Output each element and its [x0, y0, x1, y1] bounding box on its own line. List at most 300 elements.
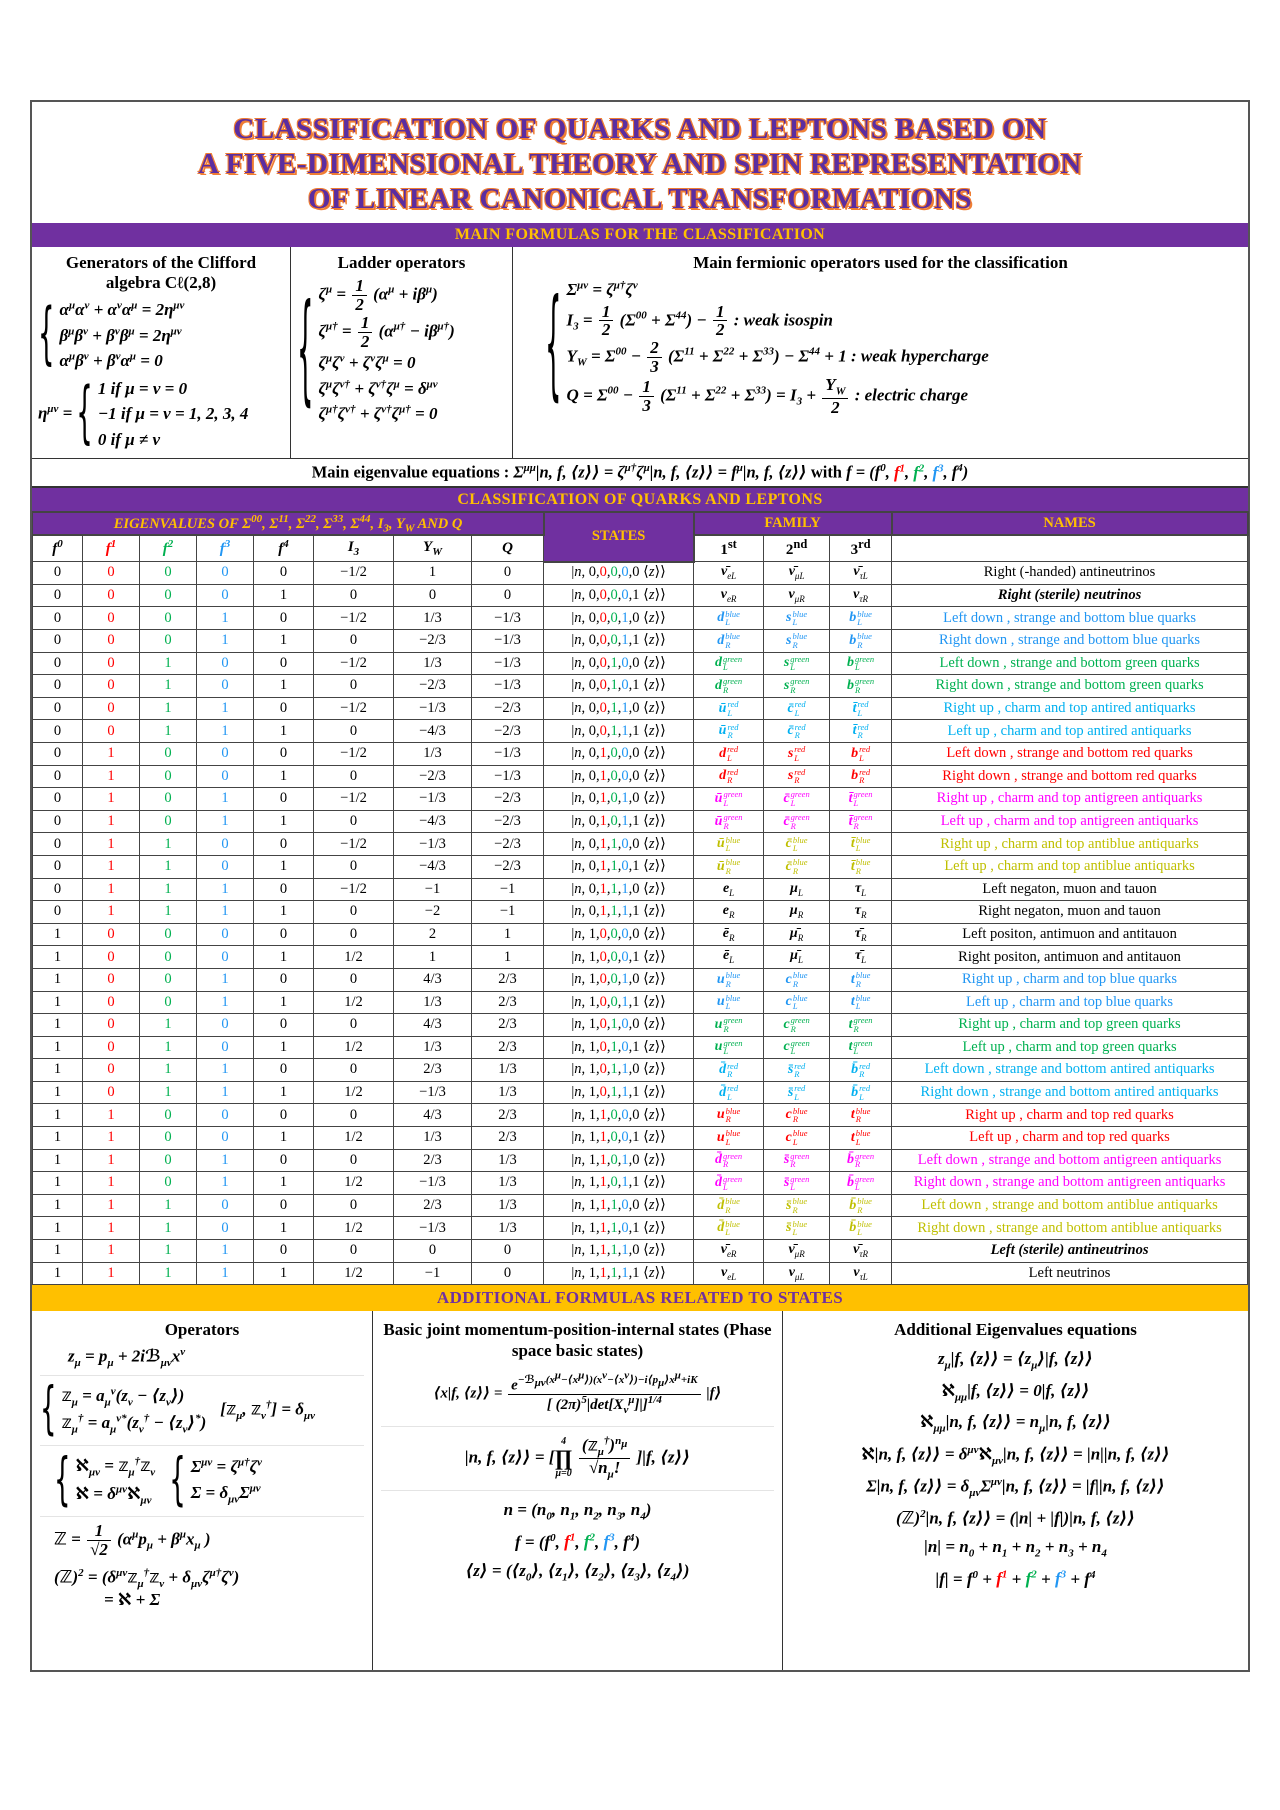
family-cell: t blue L: [830, 991, 892, 1014]
state-cell: |n, 0,1,0,1,1 ⟨z⟩⟩: [544, 810, 694, 833]
states-header: STATES: [544, 512, 694, 562]
table-row: [33, 923, 1248, 946]
state-cell: |n, 0,1,1,1,0 ⟨z⟩⟩: [544, 878, 694, 901]
yw-cell: 1/3: [394, 1036, 472, 1059]
q-cell: 2/3: [472, 968, 544, 991]
f-cell: 0: [197, 1014, 254, 1037]
f-cell: 0: [83, 675, 140, 698]
f-cell: 1: [197, 1149, 254, 1172]
family-cell: $\nū_{\mu R}$: [764, 1240, 830, 1263]
q-cell: 1/3: [472, 1059, 544, 1082]
col-header-5: $I_3$: [314, 535, 394, 562]
family-col-header-1: 1st: [694, 535, 764, 562]
f-cell: 1: [197, 697, 254, 720]
name-cell: Right up , charm and top antiblue antiquarks: [892, 833, 1248, 856]
i3-cell: 0: [314, 855, 394, 878]
poster-sheet: [30, 100, 1250, 1672]
f-cell: 1: [140, 1262, 197, 1285]
additional-eq-7: $|n| = n_0 + n_1 + n_2 + n_3 + n_4$: [924, 1537, 1107, 1560]
table-row: [33, 1172, 1248, 1195]
family-cell: ū green R: [694, 810, 764, 833]
state-cell: |n, 1,0,0,0,0 ⟨z⟩⟩: [544, 923, 694, 946]
f-cell: 0: [140, 1172, 197, 1195]
name-cell: Left (sterile) antineutrinos: [892, 1240, 1248, 1263]
family-cell: t green L: [830, 1036, 892, 1059]
f-cell: 1: [33, 1081, 83, 1104]
q-cell: −2/3: [472, 788, 544, 811]
table-row: [33, 991, 1248, 1014]
family-cell: s red L: [764, 742, 830, 765]
family-cell: c̄ blue R: [764, 855, 830, 878]
f-cell: 0: [140, 765, 197, 788]
f-cell: 1: [33, 968, 83, 991]
i3-cell: 1/2: [314, 1081, 394, 1104]
i3-cell: −1/2: [314, 833, 394, 856]
q-cell: 0: [472, 1240, 544, 1263]
yw-cell: −1/3: [394, 1172, 472, 1195]
op-zz-squared-2: = ℵ + Σ: [104, 1589, 161, 1609]
family-cell: $\nu_{eR}$: [694, 584, 764, 607]
family-cell: b̄ green R: [830, 1149, 892, 1172]
f-cell: 1: [83, 810, 140, 833]
f-cell: 0: [140, 946, 197, 969]
family-cell: d̄ green R: [694, 1149, 764, 1172]
f-cell: 1: [140, 855, 197, 878]
state-cell: |n, 1,1,1,1,0 ⟨z⟩⟩: [544, 1240, 694, 1263]
f-cell: 0: [197, 562, 254, 585]
family-cell: $\nū_{\tau L}$: [830, 562, 892, 585]
left-brace: {: [297, 282, 314, 421]
family-cell: $\nu_{eL}$: [694, 1262, 764, 1285]
yw-cell: −2/3: [394, 630, 472, 653]
family-cell: b̄ red R: [830, 1059, 892, 1082]
f-cell: 0: [33, 742, 83, 765]
q-cell: 0: [472, 562, 544, 585]
table-row: [33, 562, 1248, 585]
family-cell: s green L: [764, 652, 830, 675]
yw-cell: 2/3: [394, 1059, 472, 1082]
i3-cell: 1/2: [314, 1217, 394, 1240]
family-cell: b̄ green L: [830, 1172, 892, 1195]
op-z-def: $z_\mu = p_\mu$ + $2iℬ_{\mu\nu}x^\nu$: [68, 1346, 186, 1370]
i3-cell: −1/2: [314, 607, 394, 630]
additional-eq-3: ℵ$_{\mu\mu}$|n, f, ⟨z⟩⟩ = $n_\mu|n$, f, ⟨z⟩⟩: [919, 1412, 1112, 1435]
f-cell: 0: [83, 562, 140, 585]
family-cell: s red R: [764, 765, 830, 788]
f-cell: 1: [33, 946, 83, 969]
left-brace: {: [76, 374, 93, 453]
family-cell: ū blue R: [694, 855, 764, 878]
i3-cell: 0: [314, 1104, 394, 1127]
yw-cell: 1/3: [394, 742, 472, 765]
name-cell: Right negaton, muon and tauon: [892, 901, 1248, 924]
name-cell: Right down , strange and bottom antired antiquarks: [892, 1081, 1248, 1104]
family-cell: $\mū_R$: [764, 923, 830, 946]
q-cell: 1/3: [472, 1081, 544, 1104]
q-cell: 0: [472, 1262, 544, 1285]
f-cell: 0: [254, 968, 314, 991]
f-cell: 1: [140, 1014, 197, 1037]
f-cell: 1: [254, 584, 314, 607]
i3-cell: 0: [314, 1059, 394, 1082]
f-cell: 1: [33, 1149, 83, 1172]
f-cell: 1: [83, 878, 140, 901]
name-cell: Left down , strange and bottom blue quarks: [892, 607, 1248, 630]
family-cell: $\tau_R$: [830, 901, 892, 924]
left-brace: {: [38, 296, 55, 375]
f-cell: 0: [140, 991, 197, 1014]
name-cell: Right up , charm and top antired antiquarks: [892, 697, 1248, 720]
i3-cell: 0: [314, 630, 394, 653]
f-cell: 0: [83, 1036, 140, 1059]
i3-cell: 0: [314, 720, 394, 743]
f-cell: 1: [197, 1240, 254, 1263]
left-brace: {: [545, 277, 562, 416]
f-cell: 0: [83, 630, 140, 653]
ladder-title: Ladder operators: [337, 253, 466, 272]
f-cell: 1: [83, 765, 140, 788]
family-cell: t̄ red R: [830, 720, 892, 743]
i3-cell: 1/2: [314, 991, 394, 1014]
col-header-0: $f^0$: [33, 535, 83, 562]
f-cell: 1: [254, 1262, 314, 1285]
table-row: [33, 878, 1248, 901]
f-cell: 1: [254, 720, 314, 743]
f-cell: 0: [197, 923, 254, 946]
table-row: [33, 1240, 1248, 1263]
q-cell: −2/3: [472, 810, 544, 833]
f-cell: 0: [254, 1104, 314, 1127]
f-cell: 1: [254, 1217, 314, 1240]
name-cell: Right (sterile) neutrinos: [892, 584, 1248, 607]
basic-states-title: Basic joint momentum-position-internal states (Phase space basic states): [383, 1320, 772, 1361]
family-cell: s̄ blue L: [764, 1217, 830, 1240]
f-cell: 1: [33, 1194, 83, 1217]
op-annihilation: { 𝕫$_\mu$ = $a_\mu^\nu(z_\nu$ − $⟨z_\nu⟩$) 𝕫$_\mu$† = $a_\mu^{\nu*}(z_\nu^\dagger$ − $⟨z_\nu⟩^*$) [𝕫$_\mu$, 𝕫$_\nu$†] = $\delta_{\mu\nu}$: [40, 1377, 315, 1444]
state-cell: |n, 1,1,1,1,1 ⟨z⟩⟩: [544, 1262, 694, 1285]
q-cell: 2/3: [472, 1014, 544, 1037]
f-cell: 1: [33, 1036, 83, 1059]
table-header-row-1: [33, 512, 1248, 535]
i3-cell: 0: [314, 1014, 394, 1037]
state-cell: |n, 1,1,0,0,1 ⟨z⟩⟩: [544, 1127, 694, 1150]
f-cell: 0: [197, 1104, 254, 1127]
f-cell: 0: [254, 697, 314, 720]
family-cell: c green L: [764, 1036, 830, 1059]
family-cell: d green L: [694, 652, 764, 675]
state-cell: |n, 0,1,0,0,0 ⟨z⟩⟩: [544, 742, 694, 765]
f-cell: 1: [83, 901, 140, 924]
family-cell: u blue L: [694, 1127, 764, 1150]
i3-cell: 1/2: [314, 1172, 394, 1195]
f-cell: 1: [33, 1240, 83, 1263]
fermionic-title: Main fermionic operators used for the classification: [693, 253, 1068, 272]
f-cell: 1: [254, 1127, 314, 1150]
f-cell: 0: [254, 652, 314, 675]
f-cell: 1: [197, 810, 254, 833]
family-cell: s̄ green R: [764, 1149, 830, 1172]
family-cell: $\nu_{\mu R}$: [764, 584, 830, 607]
table-row: [33, 855, 1248, 878]
f-cell: 1: [83, 1194, 140, 1217]
q-cell: 1: [472, 923, 544, 946]
f-cell: 0: [33, 697, 83, 720]
f-cell: 1: [254, 630, 314, 653]
f-cell: 1: [197, 788, 254, 811]
q-cell: 2/3: [472, 1127, 544, 1150]
state-cell: |n, 1,1,1,0,0 ⟨z⟩⟩: [544, 1194, 694, 1217]
table-row: [33, 1262, 1248, 1285]
f-cell: 1: [33, 1127, 83, 1150]
state-cell: |n, 1,0,0,1,0 ⟨z⟩⟩: [544, 968, 694, 991]
i3-cell: 1/2: [314, 946, 394, 969]
yw-cell: 0: [394, 1240, 472, 1263]
f-cell: 0: [33, 720, 83, 743]
f-cell: 1: [83, 1240, 140, 1263]
f-cell: 0: [33, 607, 83, 630]
f-cell: 0: [33, 788, 83, 811]
title-line-3: OF LINEAR CANONICAL TRANSFORMATIONS: [308, 183, 972, 215]
family-cell: $e_R$: [694, 901, 764, 924]
name-cell: Right up , charm and top antigreen antiquarks: [892, 788, 1248, 811]
operators-title: Operators: [164, 1320, 240, 1340]
state-cell: |n, 1,0,0,0,1 ⟨z⟩⟩: [544, 946, 694, 969]
family-cell: c blue R: [764, 1104, 830, 1127]
f-cell: 1: [140, 1081, 197, 1104]
family-cell: b green R: [830, 675, 892, 698]
q-cell: −1/3: [472, 675, 544, 698]
name-cell: Right down , strange and bottom red quarks: [892, 765, 1248, 788]
f-cell: 0: [140, 584, 197, 607]
f-cell: 0: [140, 968, 197, 991]
family-cell: d̄ red L: [694, 1081, 764, 1104]
family-cell: b̄ red L: [830, 1081, 892, 1104]
f-cell: 0: [197, 855, 254, 878]
f-cell: 0: [140, 810, 197, 833]
q-cell: −1/3: [472, 652, 544, 675]
q-cell: 2/3: [472, 1104, 544, 1127]
f-cell: 1: [83, 855, 140, 878]
name-cell: Left up , charm and top antiblue antiquarks: [892, 855, 1248, 878]
yw-cell: −1/3: [394, 697, 472, 720]
f-cell: 1: [254, 991, 314, 1014]
yw-cell: −1/3: [394, 833, 472, 856]
f-cell: 0: [83, 1081, 140, 1104]
banner-main-formulas: MAIN FORMULAS FOR THE CLASSIFICATION: [32, 223, 1248, 247]
family-cell: $\mu_L$: [764, 878, 830, 901]
family-cell: u blue R: [694, 968, 764, 991]
additional-eigen-title: Additional Eigenvalues equations: [894, 1320, 1137, 1340]
family-cell: c̄ red R: [764, 720, 830, 743]
f-cell: 1: [254, 1081, 314, 1104]
f-cell: 1: [140, 720, 197, 743]
q-cell: −2/3: [472, 855, 544, 878]
f-cell: 0: [83, 991, 140, 1014]
i3-cell: −1/2: [314, 878, 394, 901]
table-row: [33, 742, 1248, 765]
yw-cell: 1/3: [394, 991, 472, 1014]
family-cell: d red L: [694, 742, 764, 765]
q-cell: 1/3: [472, 1194, 544, 1217]
i3-cell: 0: [314, 1240, 394, 1263]
yw-cell: −2/3: [394, 765, 472, 788]
family-cell: d̄ green L: [694, 1172, 764, 1195]
clifford-relations: { $\alpha^\mu\alpha^\nu + \alpha^\nu\alpha^\mu = 2\eta^{\mu\nu}$ $\beta^\mu\beta^\nu + \beta^\nu\beta^\mu = 2\eta^{\mu\nu}$ $\alpha^\mu\beta^\nu + \beta^\nu\alpha^\mu = 0$: [38, 296, 185, 375]
f-cell: 0: [197, 765, 254, 788]
family-cell: c blue L: [764, 1127, 830, 1150]
yw-cell: 1/3: [394, 1127, 472, 1150]
f-cell: 1: [140, 1240, 197, 1263]
table-row: [33, 584, 1248, 607]
family-cell: s̄ red R: [764, 1059, 830, 1082]
f-cell: 0: [140, 630, 197, 653]
state-cell: |n, 0,1,1,0,1 ⟨z⟩⟩: [544, 855, 694, 878]
q-cell: 1: [472, 946, 544, 969]
family-cell: d̄ blue L: [694, 1217, 764, 1240]
f-cell: 1: [140, 1217, 197, 1240]
f-cell: 0: [140, 1104, 197, 1127]
op-zz: ℤ = $\frac{1}{√2}$ ($\alpha^\mu p_\mu + \beta^\mu x_\mu$ ): [54, 1521, 211, 1559]
family-cell: u blue L: [694, 991, 764, 1014]
yw-cell: −2: [394, 901, 472, 924]
f-cell: 1: [197, 630, 254, 653]
f-cell: 0: [83, 1014, 140, 1037]
f-cell: 0: [33, 855, 83, 878]
name-cell: Left neutrinos: [892, 1262, 1248, 1285]
table-row: [33, 607, 1248, 630]
family-cell: s̄ blue R: [764, 1194, 830, 1217]
family-cell: s̄ red L: [764, 1081, 830, 1104]
banner-additional: ADDITIONAL FORMULAS RELATED TO STATES: [32, 1285, 1248, 1311]
yw-cell: 1/3: [394, 652, 472, 675]
name-cell: Right down , strange and bottom blue quarks: [892, 630, 1248, 653]
f-cell: 1: [197, 720, 254, 743]
f-cell: 0: [83, 923, 140, 946]
yw-cell: −1: [394, 878, 472, 901]
page-title: [32, 102, 1248, 223]
q-cell: 2/3: [472, 1036, 544, 1059]
additional-eigen-column: [782, 1311, 1248, 1670]
q-cell: −2/3: [472, 697, 544, 720]
table-row: [33, 1036, 1248, 1059]
family-cell: t green R: [830, 1014, 892, 1037]
table-row: [33, 652, 1248, 675]
family-cell: d̄ red R: [694, 1059, 764, 1082]
f-cell: 0: [83, 584, 140, 607]
f-cell: 0: [254, 833, 314, 856]
i3-cell: −1/2: [314, 562, 394, 585]
table-row: [33, 675, 1248, 698]
f-cell: 1: [140, 652, 197, 675]
family-cell: ū red R: [694, 720, 764, 743]
family-cell: u blue R: [694, 1104, 764, 1127]
f-cell: 0: [254, 788, 314, 811]
yw-cell: 4/3: [394, 1104, 472, 1127]
yw-cell: −2/3: [394, 675, 472, 698]
f-cell: 0: [197, 1194, 254, 1217]
i3-cell: 0: [314, 584, 394, 607]
family-header: FAMILY: [694, 512, 892, 535]
f-cell: 1: [197, 878, 254, 901]
name-cell: Right down , strange and bottom antiblue antiquarks: [892, 1217, 1248, 1240]
family-cell: b red R: [830, 765, 892, 788]
f-cell: 1: [254, 1172, 314, 1195]
fermionic-relations: { $\Sigma^{\mu\nu} = \zeta^{\mu\dagger}\zeta^\nu$ $I_3$ = $\frac{1}{2}$ $(\Sigma^{00} + \Sigma^{44})$ − $\frac{1}{2}$ : weak isospin $Y_W = \Sigma^{00}$ − $\frac{2}{3}$ $(\Sigma^{11} + \Sigma^{22} + \Sigma^{33}) - \Sigma^{44} + 1$ : weak hypercharge $Q = \Sigma^{00}$ − $\frac{1}{3}$ $(\Sigma^{11} + \Sigma^{22} + \Sigma^{33}) = I_3$ + $\frac{Y_W}{2}$ : electric charge: [545, 277, 989, 417]
family-cell: b̄ blue R: [830, 1194, 892, 1217]
name-cell: Right (-handed) antineutrinos: [892, 562, 1248, 585]
table-row: [33, 946, 1248, 969]
family-cell: $\nu_{\mu L}$: [764, 1262, 830, 1285]
family-cell: $\taū_L$: [830, 946, 892, 969]
ladder-relations: { $\zeta^\mu$ = $\frac{1}{2}$ $(\alpha^\mu + i\beta^\mu)$ $\zeta^{\mu\dagger}$ = $\frac{1}{2}$ $(\alpha^{\mu\dagger} - i\beta^{\mu\dagger})$ $\zeta^\mu\zeta^\nu + \zeta^\nu\zeta^\mu = 0$ $\zeta^\mu\zeta^{\nu\dagger} + \zeta^{\nu\dagger}\zeta^\mu = \delta^{\mu\nu}$ $\zeta^{\mu\dagger}\zeta^{\nu\dagger} + \zeta^{\nu\dagger}\zeta^{\mu\dagger} = 0$: [297, 276, 455, 424]
family-cell: $\nū_{\mu L}$: [764, 562, 830, 585]
f-cell: 1: [83, 1149, 140, 1172]
family-cell: t̄ green R: [830, 810, 892, 833]
f-cell: 0: [83, 697, 140, 720]
state-cell: |n, 0,0,0,0,1 ⟨z⟩⟩: [544, 584, 694, 607]
table-row: [33, 968, 1248, 991]
additional-eq-6: (ℤ)$^2$|n, f, ⟨z⟩⟩ = (|n| + |f|)|n, f, ⟨z⟩⟩: [895, 1507, 1135, 1528]
state-cell: |n, 0,1,0,0,0 ⟨z⟩⟩: [544, 765, 694, 788]
f-cell: 0: [254, 1194, 314, 1217]
family-cell: s blue R: [764, 630, 830, 653]
family-cell: d̄ blue R: [694, 1194, 764, 1217]
family-col-header-3: 3rd: [830, 535, 892, 562]
f-cell: 0: [197, 742, 254, 765]
state-cell: |n, 1,0,1,1,1 ⟨z⟩⟩: [544, 1081, 694, 1104]
table-row: [33, 630, 1248, 653]
name-cell: Left up , charm and top red quarks: [892, 1127, 1248, 1150]
family-cell: d blue R: [694, 630, 764, 653]
yw-cell: −1/3: [394, 788, 472, 811]
name-cell: Left down , strange and bottom antigreen antiquarks: [892, 1149, 1248, 1172]
f-cell: 1: [140, 697, 197, 720]
col-header-6: $Y_W$: [394, 535, 472, 562]
family-cell: b blue R: [830, 630, 892, 653]
name-cell: Right positon, antimuon and antitauon: [892, 946, 1248, 969]
f-cell: 0: [83, 968, 140, 991]
name-cell: Right up , charm and top blue quarks: [892, 968, 1248, 991]
f-tuple: $f = (f^0$, $f^1$, $f^2$, $f^3$, $f^4$): [514, 1531, 641, 1552]
state-cell: |n, 0,1,0,1,0 ⟨z⟩⟩: [544, 788, 694, 811]
f-cell: 0: [33, 833, 83, 856]
state-cell: |n, 0,0,0,1,1 ⟨z⟩⟩: [544, 630, 694, 653]
operators-column: [32, 1311, 372, 1670]
state-cell: |n, 1,1,0,1,1 ⟨z⟩⟩: [544, 1172, 694, 1195]
state-cell: |n, 0,1,1,1,1 ⟨z⟩⟩: [544, 901, 694, 924]
family-cell: $\mū_L$: [764, 946, 830, 969]
f-cell: 1: [33, 1172, 83, 1195]
f-cell: 1: [33, 1014, 83, 1037]
f-cell: 0: [254, 1059, 314, 1082]
f-cell: 0: [140, 923, 197, 946]
family-cell: $\nu_{\tau R}$: [830, 584, 892, 607]
f-cell: 1: [83, 742, 140, 765]
f-cell: 1: [83, 833, 140, 856]
title-line-1: CLASSIFICATION OF QUARKS AND LEPTONS BASED ON: [233, 113, 1047, 145]
f-cell: 0: [83, 946, 140, 969]
classification-table: [32, 512, 1248, 1286]
family-cell: t̄ red L: [830, 697, 892, 720]
table-row: [33, 1059, 1248, 1082]
yw-cell: −1/3: [394, 1081, 472, 1104]
state-cell: |n, 1,0,0,1,1 ⟨z⟩⟩: [544, 991, 694, 1014]
f-cell: 0: [140, 562, 197, 585]
table-row: [33, 720, 1248, 743]
f-cell: 1: [33, 991, 83, 1014]
bottom-grid: [32, 1311, 1248, 1670]
family-cell: c blue L: [764, 991, 830, 1014]
